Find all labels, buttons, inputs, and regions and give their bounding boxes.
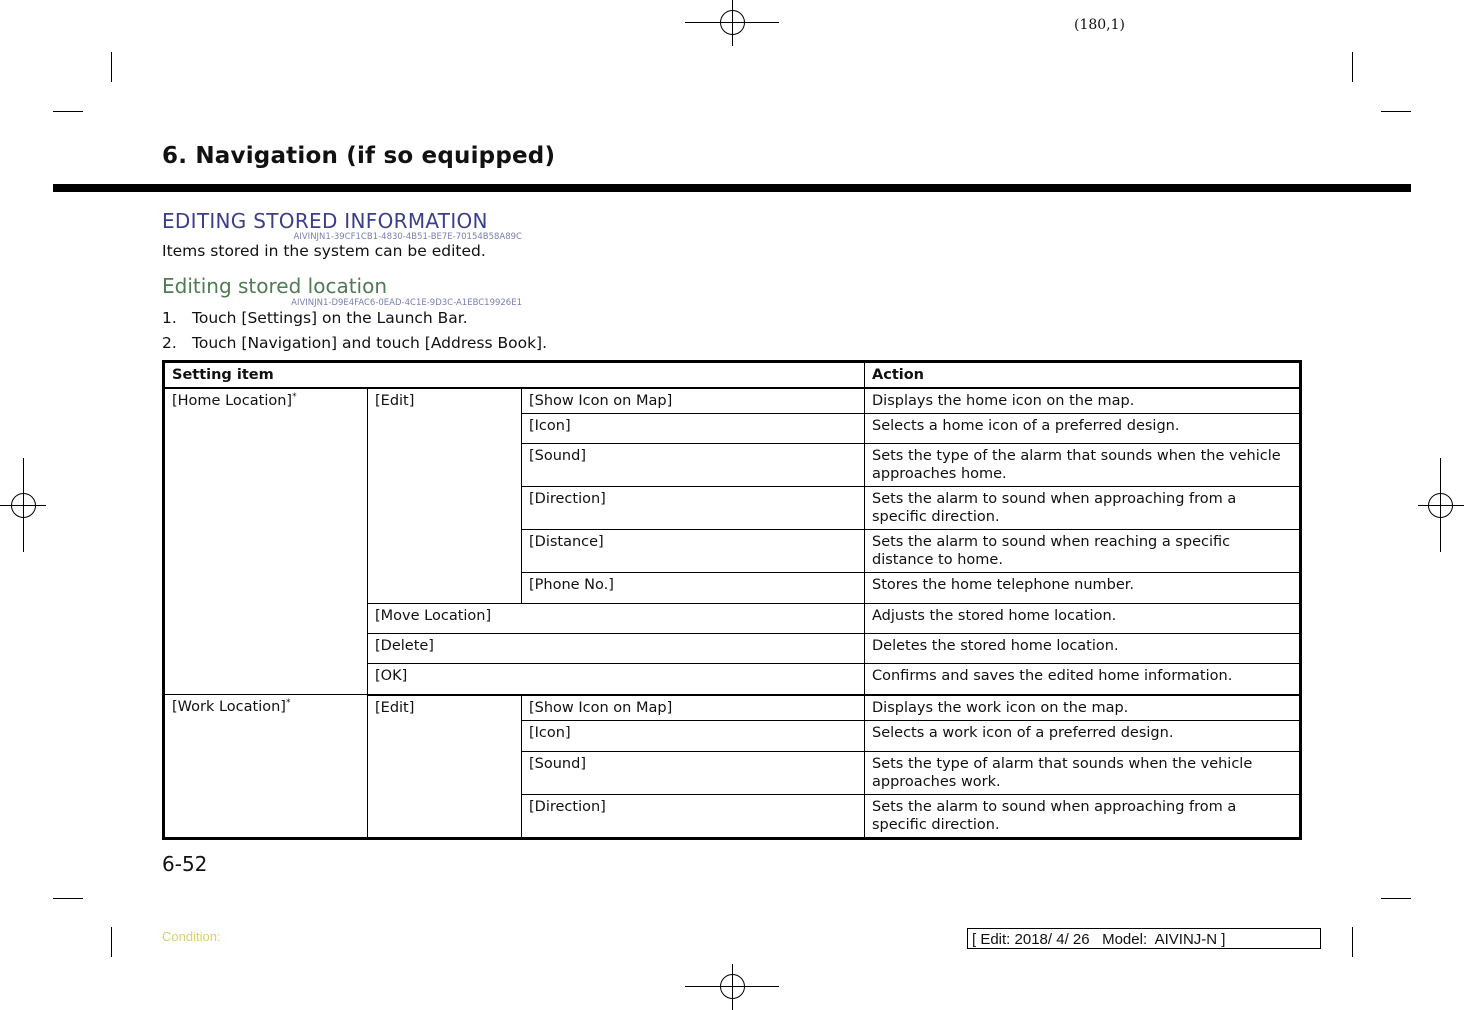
condition-label: Condition: xyxy=(162,929,221,944)
setting-item: [Sound] xyxy=(522,444,865,487)
setting-item: [Show Icon on Map] xyxy=(522,388,865,414)
setting-action: Sets the alarm to sound when approaching from a specific direction. xyxy=(865,794,1301,838)
setting-action: Selects a home icon of a preferred design. xyxy=(865,414,1301,444)
home-location-label: [Home Location] xyxy=(172,393,293,409)
table-header-row xyxy=(164,362,1301,389)
setting-action: Sets the type of alarm that sounds when the vehicle approaches work. xyxy=(865,751,1301,794)
setting-action: Selects a work icon of a preferred design. xyxy=(865,720,1301,751)
step-item xyxy=(162,309,468,327)
section-id: AIVINJN1-39CF1CB1-4830-4B51-BE7E-70154B58A89C xyxy=(293,232,522,242)
chapter-title: 6. Navigation (if so equipped) xyxy=(162,143,556,169)
table-row xyxy=(164,695,1301,721)
setting-item: [Icon] xyxy=(522,720,865,751)
step-item xyxy=(162,334,547,352)
header-rule xyxy=(53,184,1411,192)
table-row xyxy=(164,388,1301,414)
step-text: Touch [Navigation] and touch [Address Book]. xyxy=(192,334,548,352)
setting-action: Sets the alarm to sound when approaching from a specific direction. xyxy=(865,487,1301,530)
setting-action: Stores the home telephone number. xyxy=(865,573,1301,604)
work-edit-cell: [Edit] xyxy=(368,695,522,839)
page-number: 6-52 xyxy=(162,852,208,876)
setting-action: Deletes the stored home location. xyxy=(865,634,1301,664)
footnote-mark: * xyxy=(285,698,291,709)
step-text: Touch [Settings] on the Launch Bar. xyxy=(192,309,468,327)
setting-item: [Direction] xyxy=(522,487,865,530)
setting-action: Displays the home icon on the map. xyxy=(865,388,1301,414)
setting-action: Confirms and saves the edited home information. xyxy=(865,664,1301,695)
setting-item: [Delete] xyxy=(368,634,865,664)
setting-item: [Sound] xyxy=(522,751,865,794)
work-location-label: [Work Location] xyxy=(172,699,286,715)
setting-action: Sets the type of the alarm that sounds when the vehicle approaches home. xyxy=(865,444,1301,487)
setting-action: Displays the work icon on the map. xyxy=(865,695,1301,721)
home-location-cell xyxy=(164,388,368,695)
setting-item: [Phone No.] xyxy=(522,573,865,604)
step-number: 2. xyxy=(162,334,177,352)
step-number: 1. xyxy=(162,309,177,327)
section-heading: EDITING STORED INFORMATION xyxy=(162,209,488,233)
setting-action: Sets the alarm to sound when reaching a specific distance to home. xyxy=(865,530,1301,573)
setting-item: [Distance] xyxy=(522,530,865,573)
home-edit-cell: [Edit] xyxy=(368,388,522,604)
setting-action: Adjusts the stored home location. xyxy=(865,604,1301,634)
header-action: Action xyxy=(865,362,1301,389)
page-code: (180,1) xyxy=(1074,17,1126,33)
subsection-id: AIVINJN1-D9E4FAC6-0EAD-4C1E-9D3C-A1EBC19926E1 xyxy=(291,298,522,308)
footnote-mark: * xyxy=(292,392,297,403)
work-location-cell xyxy=(164,695,368,839)
setting-item: [Move Location] xyxy=(368,604,865,634)
subsection-heading: Editing stored location xyxy=(162,274,388,298)
edit-info-box: [ Edit: 2018/ 4/ 26 Model: AIVINJ-N ] xyxy=(967,928,1321,949)
settings-table xyxy=(162,360,1302,840)
setting-item: [Direction] xyxy=(522,794,865,838)
setting-item: [OK] xyxy=(368,664,865,695)
setting-item: [Show Icon on Map] xyxy=(522,695,865,721)
setting-item: [Icon] xyxy=(522,414,865,444)
section-intro: Items stored in the system can be edited. xyxy=(162,242,486,260)
header-setting-item: Setting item xyxy=(164,362,865,389)
